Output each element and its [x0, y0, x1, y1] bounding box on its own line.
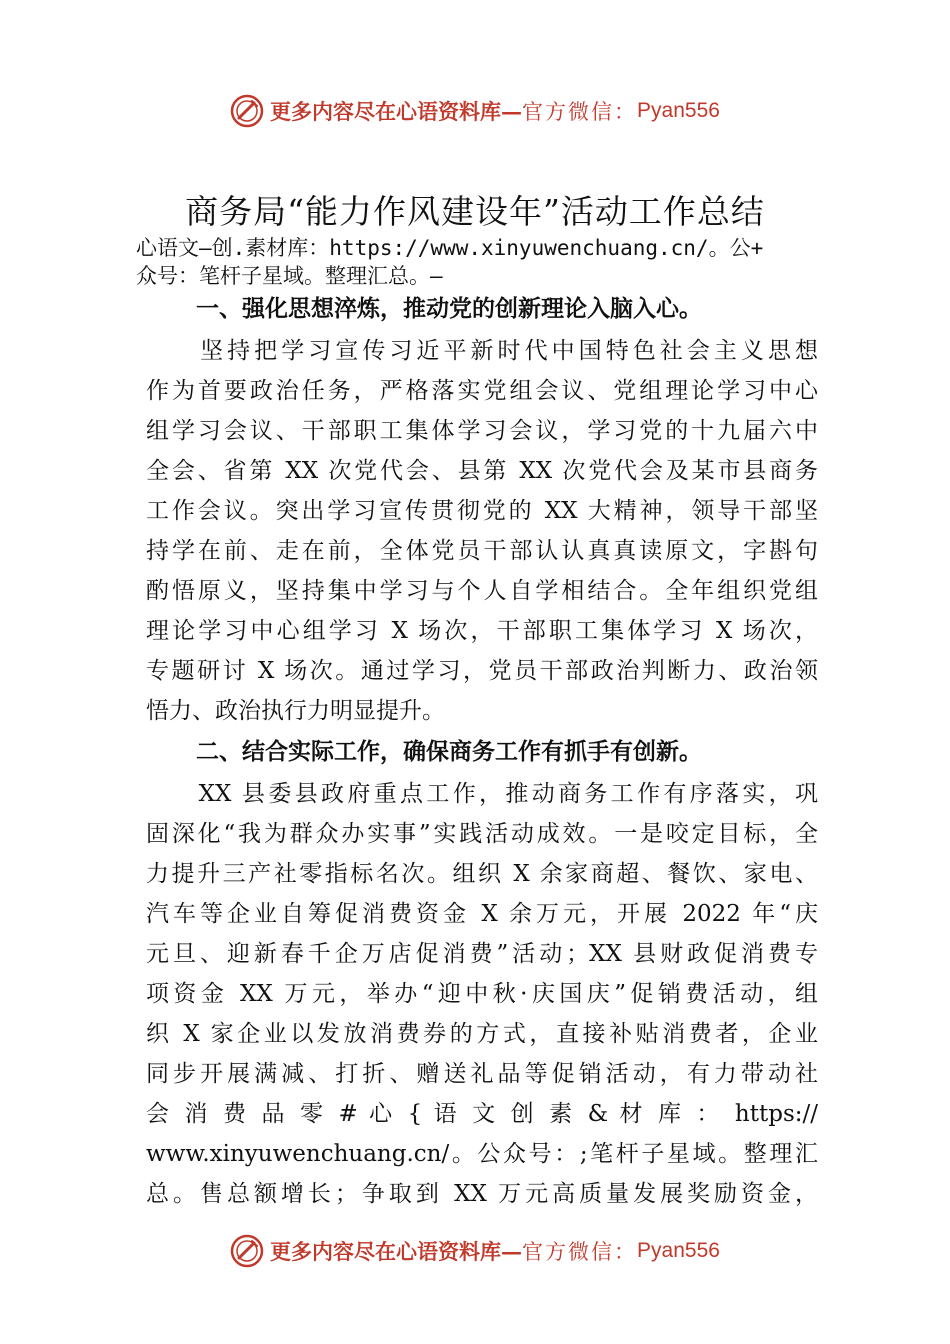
- paragraph-line: 全会、省第 XX 次党代会、县第 XX 次党代会及某市县商务: [146, 458, 818, 484]
- paragraph-line: XX 县委县政府重点工作，推动商务工作有序落实，巩: [146, 781, 818, 807]
- document-title: 商务局“能力作风建设年”活动工作总结: [185, 192, 765, 231]
- paragraph-line: 汽车等企业自筹促消费资金 X 余万元，开展 2022 年“庆: [146, 901, 818, 927]
- paragraph-line: 织 X 家企业以发放消费券的方式，直接补贴消费者，企业: [146, 1021, 818, 1047]
- banner-text: 更多内容尽在心语资料库—: [270, 1239, 523, 1264]
- paragraph-line: 悟力、政治执行力明显提升。: [146, 698, 445, 724]
- paragraph-line: 会 消 费 品 零 # 心 { 语 文 创 素 & 材 库 ： https://: [146, 1101, 818, 1127]
- paragraph-line: 项资金 XX 万元，举办“迎中秋·庆国庆”促销费活动，组: [146, 981, 818, 1007]
- banner-wechat-label: 官方微信：: [522, 100, 638, 124]
- paragraph-line: 总。售总额增长；争取到 XX 万元高质量发展奖励资金，: [146, 1181, 818, 1207]
- paragraph-line: 固深化“我为群众办实事”实践活动成效。一是咬定目标，全: [146, 821, 818, 847]
- paragraph-line: 工作会议。突出学习宣传贯彻党的 XX 大精神，领导干部坚: [146, 498, 818, 524]
- source-line: 心语文—创.素材库：https://www.xinyuwenchuang.cn/。公+: [136, 236, 764, 260]
- paragraph-line: 组学习会议、干部职工集体学习会议，学习党的十九届六中: [146, 418, 818, 444]
- paragraph-line: 同步开展满减、打折、赠送礼品等促销活动，有力带动社: [146, 1061, 818, 1087]
- section-heading-1: 一、强化思想淬炼，推动党的创新理论入脑入心。: [196, 296, 702, 322]
- source-line: 众号：笔杆子星域。整理汇总。—: [136, 264, 443, 288]
- paragraph-line: 元旦、迎新春千企万店促消费”活动；XX 县财政促消费专: [146, 941, 818, 967]
- banner-wechat-label: 官方微信：: [522, 1240, 638, 1264]
- paragraph-line: 持学在前、走在前，全体党员干部认认真真读原文，字斟句: [146, 538, 818, 564]
- seal-logo-icon: [230, 1234, 264, 1268]
- paragraph-line: 作为首要政治任务，严格落实党组会议、党组理论学习中心: [146, 378, 818, 404]
- seal-logo-icon: [230, 94, 264, 128]
- banner-wechat-id: Pyan556: [637, 1239, 720, 1262]
- paragraph-line: www.xinyuwenchuang.cn/。公众号：;笔杆子星域。整理汇: [146, 1141, 818, 1167]
- section-heading-2: 二、结合实际工作，确保商务工作有抓手有创新。: [196, 739, 702, 765]
- header-banner[interactable]: [0, 94, 950, 128]
- banner-text: 更多内容尽在心语资料库—: [270, 99, 523, 124]
- paragraph-line: 酌悟原义，坚持集中学习与个人自学相结合。全年组织党组: [146, 578, 818, 604]
- banner-wechat-id: Pyan556: [637, 99, 720, 122]
- paragraph-line: 力提升三产社零指标名次。组织 X 余家商超、餐饮、家电、: [146, 861, 818, 887]
- paragraph-line: 理论学习中心组学习 X 场次，干部职工集体学习 X 场次，: [146, 618, 818, 644]
- paragraph-line: 专题研讨 X 场次。通过学习，党员干部政治判断力、政治领: [146, 658, 818, 684]
- footer-banner[interactable]: [0, 1234, 950, 1268]
- paragraph-line: 坚持把学习宣传习近平新时代中国特色社会主义思想: [146, 338, 818, 364]
